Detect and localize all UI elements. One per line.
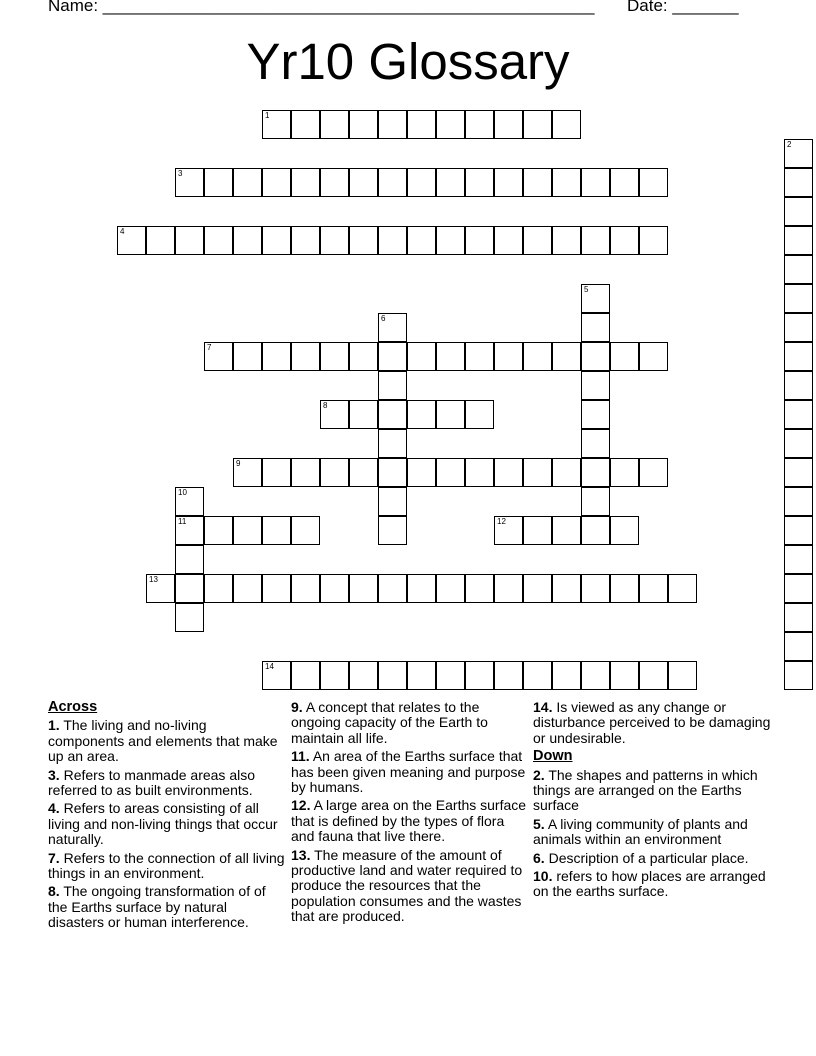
grid-cell[interactable] [581, 661, 610, 690]
grid-cell[interactable] [175, 574, 204, 603]
clue-across-14: 14. Is viewed as any change or disturbance perceived to be damaging or undesirable. [533, 699, 771, 746]
grid-cell[interactable] [320, 342, 349, 371]
clue-number: 4 [120, 227, 125, 236]
clue-down-5: 5. A living community of plants and animals within an environment [533, 815, 748, 848]
grid-cell[interactable] [291, 661, 320, 690]
grid-cell[interactable] [784, 313, 813, 342]
grid-cell[interactable] [146, 226, 175, 255]
clue-number: 1 [265, 111, 270, 120]
grid-cell[interactable] [320, 574, 349, 603]
clue-across-7: 7. Refers to the connection of all living things in an environment. [48, 849, 285, 882]
clue-number: 13 [149, 575, 158, 584]
grid-cell[interactable] [233, 516, 262, 545]
clue-across-12: 12. A large area on the Earths surface that is defined by the types of flora and fauna that live there. [291, 797, 527, 845]
grid-cell[interactable] [639, 226, 668, 255]
grid-cell[interactable] [784, 429, 813, 458]
grid-cell[interactable] [581, 284, 610, 313]
page-title: Yr10 Glossary [246, 33, 570, 90]
grid-cell[interactable] [552, 226, 581, 255]
grid-cell[interactable] [784, 516, 813, 545]
clues-column-2 [291, 700, 527, 928]
grid-cell[interactable] [117, 226, 146, 255]
grid-cell[interactable] [349, 574, 378, 603]
grid-cell[interactable] [291, 168, 320, 197]
grid-cell[interactable] [465, 458, 494, 487]
grid-cell[interactable] [552, 342, 581, 371]
grid-cell[interactable] [378, 371, 407, 400]
grid-cell[interactable] [378, 429, 407, 458]
grid-cell[interactable] [436, 110, 465, 139]
grid-cell[interactable] [523, 226, 552, 255]
grid-cell[interactable] [784, 371, 813, 400]
grid-cell[interactable] [146, 574, 175, 603]
grid-cell[interactable] [552, 458, 581, 487]
grid-cell[interactable] [262, 458, 291, 487]
grid-cell[interactable] [233, 458, 262, 487]
grid-cell[interactable] [349, 661, 378, 690]
grid-cell[interactable] [233, 574, 262, 603]
grid-cell[interactable] [610, 458, 639, 487]
grid-cell[interactable] [784, 342, 813, 371]
grid-cell[interactable] [233, 168, 262, 197]
grid-cell[interactable] [291, 516, 320, 545]
grid-cell[interactable] [784, 603, 813, 632]
grid-cell[interactable] [639, 458, 668, 487]
grid-cell[interactable] [784, 139, 813, 168]
grid-cell[interactable] [349, 110, 378, 139]
grid-cell[interactable] [204, 574, 233, 603]
grid-cell[interactable] [436, 574, 465, 603]
grid-cell[interactable] [378, 516, 407, 545]
grid-cell[interactable] [262, 226, 291, 255]
grid-cell[interactable] [784, 661, 813, 690]
grid-cell[interactable] [552, 110, 581, 139]
grid-cell[interactable] [610, 226, 639, 255]
grid-cell[interactable] [581, 168, 610, 197]
grid-cell[interactable] [581, 400, 610, 429]
grid-cell[interactable] [175, 487, 204, 516]
grid-cell[interactable] [668, 574, 697, 603]
grid-cell[interactable] [523, 168, 552, 197]
grid-cell[interactable] [610, 574, 639, 603]
grid-cell[interactable] [320, 458, 349, 487]
grid-cell[interactable] [175, 516, 204, 545]
clue-across-1: 1. The living and no-living components and elements that make up an area. [48, 717, 278, 765]
grid-cell[interactable] [349, 458, 378, 487]
clue-number: 3 [178, 169, 183, 178]
grid-cell[interactable] [552, 168, 581, 197]
grid-cell[interactable] [291, 110, 320, 139]
grid-cell[interactable] [407, 226, 436, 255]
grid-cell[interactable] [465, 110, 494, 139]
grid-cell[interactable] [407, 110, 436, 139]
grid-cell[interactable] [784, 168, 813, 197]
grid-cell[interactable] [407, 400, 436, 429]
grid-cell[interactable] [639, 661, 668, 690]
date-field-label: Date: _______ [627, 0, 739, 15]
grid-cell[interactable] [204, 168, 233, 197]
grid-cell[interactable] [581, 313, 610, 342]
grid-cell[interactable] [436, 661, 465, 690]
grid-cell[interactable] [610, 661, 639, 690]
grid-cell[interactable] [784, 458, 813, 487]
grid-cell[interactable] [494, 661, 523, 690]
grid-cell[interactable] [320, 110, 349, 139]
grid-cell[interactable] [204, 226, 233, 255]
grid-cell[interactable] [262, 342, 291, 371]
grid-cell[interactable] [262, 168, 291, 197]
grid-cell[interactable] [407, 661, 436, 690]
grid-cell[interactable] [175, 168, 204, 197]
grid-cell[interactable] [784, 545, 813, 574]
grid-cell[interactable] [349, 226, 378, 255]
grid-cell[interactable] [465, 661, 494, 690]
across-heading: Across [48, 699, 98, 715]
clues-column-1 [48, 700, 286, 934]
clue-number: 14 [265, 662, 274, 671]
grid-cell[interactable] [494, 342, 523, 371]
clue-down-6: 6. Description of a particular place. [533, 849, 749, 866]
clue-across-11: 11. An area of the Earths surface that has been given meaning and purpose by humans. [291, 748, 526, 796]
grid-cell[interactable] [378, 342, 407, 371]
grid-cell[interactable] [378, 661, 407, 690]
grid-cell[interactable] [523, 458, 552, 487]
grid-cell[interactable] [378, 458, 407, 487]
grid-cell[interactable] [436, 226, 465, 255]
clue-number: 6 [381, 314, 386, 323]
grid-cell[interactable] [320, 168, 349, 197]
grid-cell[interactable] [378, 313, 407, 342]
grid-cell[interactable] [465, 226, 494, 255]
grid-cell[interactable] [175, 226, 204, 255]
grid-cell[interactable] [407, 458, 436, 487]
grid-cell[interactable] [291, 342, 320, 371]
grid-cell[interactable] [581, 487, 610, 516]
clue-across-9: 9. A concept that relates to the ongoing capacity of the Earth to maintain all life. [291, 699, 488, 746]
grid-cell[interactable] [291, 226, 320, 255]
grid-cell[interactable] [784, 284, 813, 313]
grid-cell[interactable] [378, 226, 407, 255]
grid-cell[interactable] [639, 342, 668, 371]
grid-cell[interactable] [610, 342, 639, 371]
clue-across-3: 3. Refers to manmade areas also referred to as built environments. [48, 766, 256, 799]
grid-cell[interactable] [407, 168, 436, 197]
grid-cell[interactable] [581, 574, 610, 603]
grid-cell[interactable] [581, 371, 610, 400]
grid-cell[interactable] [784, 197, 813, 226]
grid-cell[interactable] [581, 516, 610, 545]
grid-cell[interactable] [465, 342, 494, 371]
clue-number: 10 [178, 488, 187, 497]
grid-cell[interactable] [784, 226, 813, 255]
grid-cell[interactable] [523, 574, 552, 603]
grid-cell[interactable] [291, 574, 320, 603]
grid-cell[interactable] [291, 458, 320, 487]
grid-cell[interactable] [378, 487, 407, 516]
grid-cell[interactable] [523, 516, 552, 545]
grid-cell[interactable] [233, 342, 262, 371]
grid-cell[interactable] [523, 110, 552, 139]
grid-cell[interactable] [494, 110, 523, 139]
grid-cell[interactable] [262, 574, 291, 603]
grid-cell[interactable] [552, 574, 581, 603]
grid-cell[interactable] [465, 574, 494, 603]
grid-cell[interactable] [494, 516, 523, 545]
clue-down-2: 2. The shapes and patterns in which things are arranged on the Earths surface [533, 766, 758, 814]
grid-cell[interactable] [610, 168, 639, 197]
grid-cell[interactable] [262, 516, 291, 545]
grid-cell[interactable] [378, 110, 407, 139]
clue-number: 12 [497, 517, 506, 526]
grid-cell[interactable] [668, 661, 697, 690]
grid-cell[interactable] [639, 574, 668, 603]
grid-cell[interactable] [784, 400, 813, 429]
grid-cell[interactable] [320, 400, 349, 429]
grid-cell[interactable] [320, 226, 349, 255]
clue-number: 8 [323, 401, 328, 410]
grid-cell[interactable] [436, 400, 465, 429]
grid-cell[interactable] [436, 458, 465, 487]
grid-cell[interactable] [175, 545, 204, 574]
clue-across-8: 8. The ongoing transformation of of the Earths surface by natural disasters or human interference. [48, 883, 266, 931]
grid-cell[interactable] [639, 168, 668, 197]
grid-cell[interactable] [204, 516, 233, 545]
grid-cell[interactable] [407, 342, 436, 371]
grid-cell[interactable] [581, 226, 610, 255]
grid-cell[interactable] [494, 168, 523, 197]
grid-cell[interactable] [581, 342, 610, 371]
grid-cell[interactable] [552, 661, 581, 690]
clue-number: 2 [787, 140, 792, 149]
grid-cell[interactable] [349, 342, 378, 371]
grid-cell[interactable] [349, 168, 378, 197]
grid-cell[interactable] [552, 516, 581, 545]
grid-cell[interactable] [436, 168, 465, 197]
clue-number: 11 [178, 517, 187, 526]
clue-across-13: 13. The measure of the amount of productive land and water required to produce the resources that the population consumes and the wastes that are produced. [291, 846, 523, 925]
grid-cell[interactable] [523, 342, 552, 371]
grid-cell[interactable] [784, 574, 813, 603]
clue-number: 9 [236, 459, 241, 468]
grid-cell[interactable] [523, 661, 552, 690]
grid-cell[interactable] [378, 574, 407, 603]
grid-cell[interactable] [349, 400, 378, 429]
clue-number: 5 [584, 285, 589, 294]
clue-number: 7 [207, 343, 212, 352]
grid-cell[interactable] [465, 400, 494, 429]
clue-down-10: 10. refers to how places are arranged on the earths surface. [533, 868, 766, 900]
grid-cell[interactable] [407, 574, 436, 603]
grid-cell[interactable] [784, 255, 813, 284]
grid-cell[interactable] [378, 168, 407, 197]
down-heading: Down [533, 748, 573, 765]
name-field-label: Name: ____________________________________________________ [48, 0, 595, 15]
clues-column-3 [533, 700, 773, 903]
grid-cell[interactable] [610, 516, 639, 545]
grid-cell[interactable] [494, 574, 523, 603]
grid-cell[interactable] [378, 400, 407, 429]
grid-cell[interactable] [494, 226, 523, 255]
grid-cell[interactable] [262, 661, 291, 690]
grid-cell[interactable] [581, 429, 610, 458]
grid-cell[interactable] [175, 603, 204, 632]
grid-cell[interactable] [784, 632, 813, 661]
grid-cell[interactable] [233, 226, 262, 255]
grid-cell[interactable] [262, 110, 291, 139]
grid-cell[interactable] [204, 342, 233, 371]
grid-cell[interactable] [494, 458, 523, 487]
grid-cell[interactable] [320, 661, 349, 690]
clue-across-4: 4. Refers to areas consisting of all living and non-living things that occur naturally. [48, 800, 278, 848]
grid-cell[interactable] [581, 458, 610, 487]
grid-cell[interactable] [436, 342, 465, 371]
grid-cell[interactable] [465, 168, 494, 197]
grid-cell[interactable] [784, 487, 813, 516]
